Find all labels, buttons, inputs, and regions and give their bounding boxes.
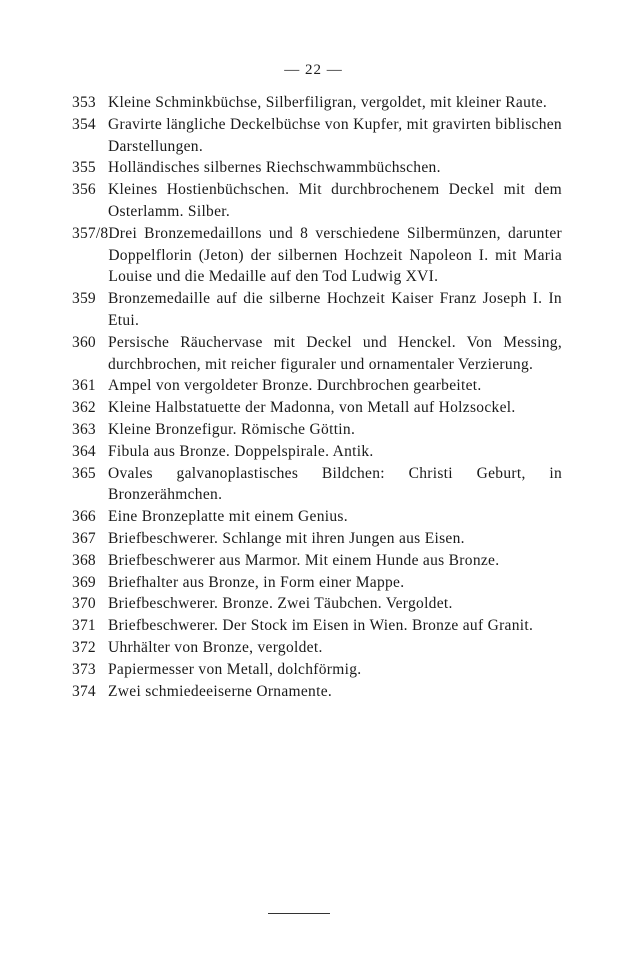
entry-number: 361 (72, 377, 96, 395)
entry-text: Fibula aus Bronze. Doppelspirale. Antik. (108, 442, 374, 460)
entry-text: Persische Räuchervase mit Deckel und Henckel. Von Messing, durchbrochen, mit reicher figuraler und ornamentaler Verzierung. (108, 333, 562, 373)
entry-number: 369 (72, 573, 96, 591)
entry-number: 362 (72, 399, 96, 417)
entry-text: Briefbeschwerer. Schlange mit ihren Jungen aus Eisen. (108, 529, 465, 547)
entry-number: 364 (72, 442, 96, 460)
entry-text: Papiermesser von Metall, dolchförmig. (108, 660, 362, 678)
entry-number: 371 (72, 617, 96, 635)
page-number: — 22 — (284, 62, 343, 78)
entry-number: 353 (72, 94, 96, 111)
entry-text: Kleine Schminkbüchse, Silberfiligran, vergoldet, mit kleiner Raute. (108, 94, 548, 111)
catalog-entry (72, 593, 562, 615)
catalog-entry (72, 223, 562, 288)
entry-text: Briefbeschwerer. Der Stock im Eisen in Wien. Bronze auf Granit. (108, 617, 534, 635)
entry-text: Kleine Bronzefigur. Römische Göttin. (108, 420, 356, 438)
entry-number: 365 (72, 464, 96, 482)
catalog-entry (72, 637, 562, 659)
entry-number: 374 (72, 682, 96, 700)
catalog-entry (72, 572, 562, 594)
entry-text: Briefbeschwerer. Bronze. Zwei Täubchen. Vergoldet. (108, 595, 453, 613)
catalog-entry (72, 528, 562, 550)
entry-text: Gravirte längliche Deckelbüchse von Kupfer, mit gravirten biblischen Darstellungen. (108, 115, 562, 155)
entry-number: 372 (72, 638, 96, 656)
entry-text: Drei Bronzemedaillons und 8 verschiedene Silbermünzen, darunter Doppelflorin (Jeton) der silbernen Hochzeit Napoleon I. mit Maria Louise und die Medaille auf den Tod Ludwig XVI. (108, 224, 562, 286)
catalog-entry (72, 92, 562, 114)
end-rule-divider (268, 913, 330, 914)
entry-number: 355 (72, 159, 96, 177)
catalog-entry (72, 375, 562, 397)
entry-text: Eine Bronzeplatte mit einem Genius. (108, 508, 348, 526)
entry-number: 368 (72, 551, 96, 569)
entry-number: 363 (72, 420, 96, 438)
entry-number: 366 (72, 508, 96, 526)
catalog-entry (72, 332, 562, 376)
entry-number: 359 (72, 290, 96, 308)
catalog-entry (72, 157, 562, 179)
catalog-entry (72, 288, 562, 332)
entry-number: 370 (72, 595, 96, 613)
entry-text: Kleine Halbstatuette der Madonna, von Metall auf Holzsockel. (108, 399, 516, 417)
catalog-entry (72, 419, 562, 441)
entry-number: 360 (72, 333, 96, 351)
entry-text: Zwei schmiedeeiserne Ornamente. (108, 682, 333, 700)
entry-text: Ovales galvanoplastisches Bildchen: Christi Geburt, in Bronzerähmchen. (108, 464, 562, 504)
entry-text: Bronzemedaille auf die silberne Hochzeit Kaiser Franz Joseph I. In Etui. (108, 290, 562, 329)
entry-number: 356 (72, 181, 96, 199)
catalog-entry (72, 114, 562, 158)
catalog-entry (72, 397, 562, 419)
entry-number: 357/8 (72, 224, 109, 242)
catalog-list (72, 92, 562, 702)
entry-text: Ampel von vergoldeter Bronze. Durchbrochen gearbeitet. (108, 377, 482, 395)
entry-text: Briefbeschwerer aus Marmor. Mit einem Hunde aus Bronze. (108, 551, 500, 569)
entry-number: 367 (72, 529, 96, 547)
catalog-entry (72, 441, 562, 463)
entry-text: Holländisches silbernes Riechschwammbüchschen. (108, 159, 441, 177)
entry-text: Uhrhälter von Bronze, vergoldet. (108, 638, 323, 656)
catalog-entry (72, 659, 562, 681)
entry-text: Kleines Hostienbüchschen. Mit durchbrochenem Deckel mit dem Osterlamm. Silber. (108, 181, 562, 220)
catalog-entry (72, 506, 562, 528)
catalog-entry (72, 179, 562, 223)
catalog-entry (72, 463, 562, 507)
entry-number: 354 (72, 115, 96, 133)
catalog-entry (72, 681, 562, 703)
entry-number: 373 (72, 660, 96, 678)
catalog-entry (72, 615, 562, 637)
entry-text: Briefhalter aus Bronze, in Form einer Mappe. (108, 573, 405, 591)
catalog-entry (72, 550, 562, 572)
